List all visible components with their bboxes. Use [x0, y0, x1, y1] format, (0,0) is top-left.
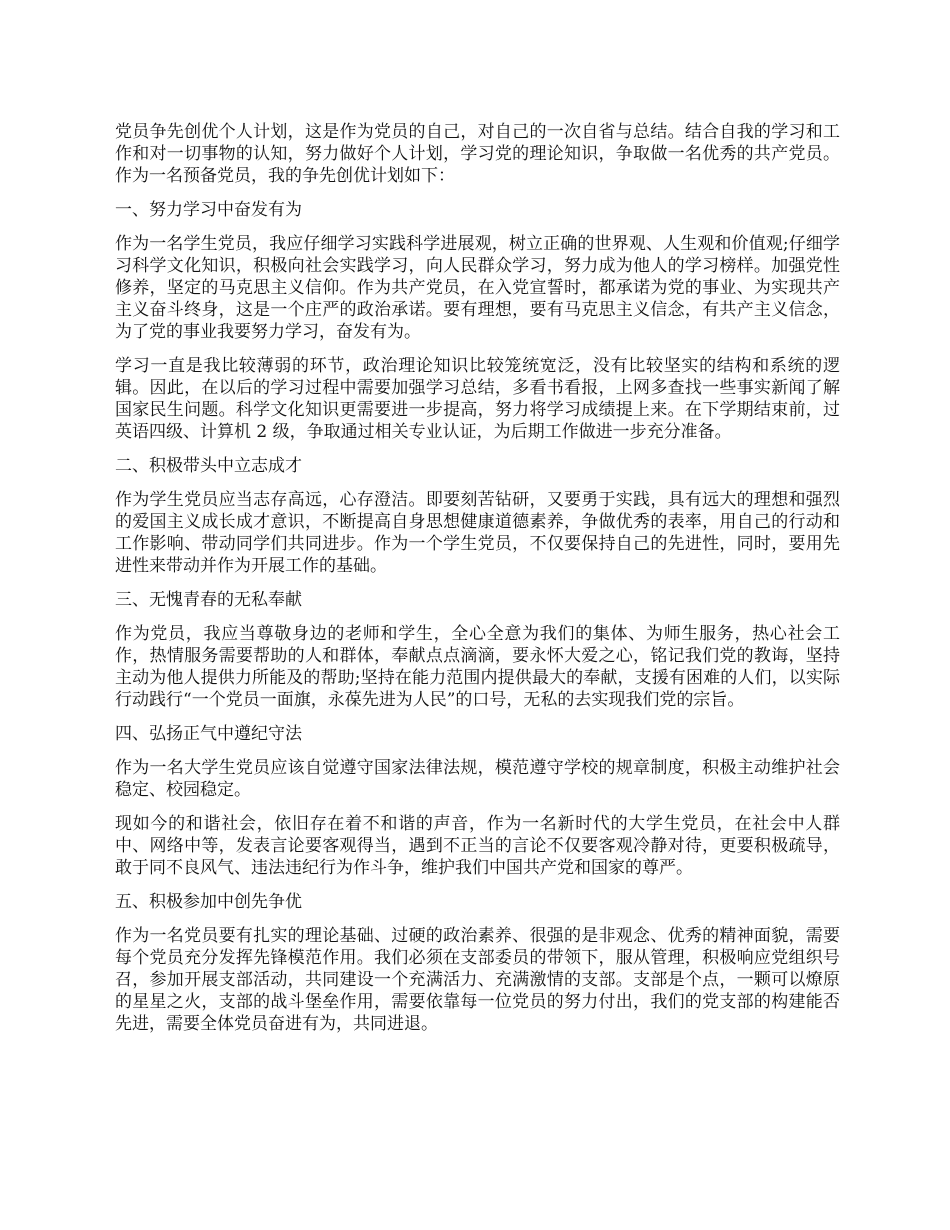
section-4-paragraph-2: 现如今的和谐社会，依旧存在着不和谐的声音，作为一名新时代的大学生党员，在社会中人群中、网络中等，发表言论要客观得当，遇到不正当的言论不仅要客观冷静对待，更要积极疏导，敢于同不良风气、违法违纪行为作斗争，维护我们中国共产党和国家的尊严。: [115, 814, 840, 878]
section-heading-4: 四、弘扬正气中遵纪守法: [115, 724, 302, 744]
section-heading-5: 五、积极参加中创先争优: [115, 892, 302, 912]
document-body: [115, 121, 840, 1047]
section-4-paragraph-1: 作为一名大学生党员应该自觉遵守国家法律法规，模范遵守学校的规章制度，积极主动维护社会稳定、校园稳定。: [115, 758, 840, 800]
section-heading-1: 一、努力学习中奋发有为: [115, 200, 302, 220]
section-1-paragraph-1: 作为一名学生党员，我应仔细学习实践科学进展观，树立正确的世界观、人生观和价值观;仔细学习科学文化知识，积极向社会实践学习，向人民群众学习，努力成为他人的学习榜样。加强党性修养，坚定的马克思主义信仰。作为共产党员，在入党宣誓时，都承诺为党的事业、为实现共产主义奋斗终身，这是一个庄严的政治承诺。要有理想，要有马克思主义信念，有共产主义信念，为了党的事业我要努力学习，奋发有为。: [115, 234, 840, 342]
section-1-paragraph-2: 学习一直是我比较薄弱的环节，政治理论知识比较笼统宽泛，没有比较坚实的结构和系统的逻辑。因此，在以后的学习过程中需要加强学习总结，多看书看报，上网多查找一些事实新闻了解国家民生问题。科学文化知识更需要进一步提高，努力将学习成绩提上来。在下学期结束前，过英语四级、计算机 2 级，争取通过相关专业认证，为后期工作做进一步充分准备。: [115, 356, 840, 442]
section-2-paragraph-1: 作为学生党员应当志存高远，心存澄洁。即要刻苦钻研，又要勇于实践，具有远大的理想和强烈的爱国主义成长成才意识，不断提高自身思想健康道德素养，争做优秀的表率，用自己的行动和工作影响、带动同学们共同进步。作为一个学生党员，不仅要保持自己的先进性，同时，要用先进性来带动并作为开展工作的基础。: [115, 490, 840, 576]
section-heading-2: 二、积极带头中立志成才: [115, 456, 302, 476]
section-3-paragraph-1: 作为党员，我应当尊敬身边的老师和学生，全心全意为我们的集体、为师生服务，热心社会工作，热情服务需要帮助的人和群体，奉献点点滴滴，要永怀大爱之心，铭记我们党的教诲，坚持主动为他人提供力所能及的帮助;坚持在能力范围内提供最大的奉献，支援有困难的人们，以实际行动践行“一个党员一面旗，永葆先进为人民”的口号，无私的去实现我们党的宗旨。: [115, 624, 840, 710]
section-heading-3: 三、无愧青春的无私奉献: [115, 590, 302, 610]
intro-paragraph: 党员争先创优个人计划，这是作为党员的自己，对自己的一次自省与总结。结合自我的学习和工作和对一切事物的认知，努力做好个人计划，学习党的理论知识，争取做一名优秀的共产党员。作为一名预备党员，我的争先创优计划如下：: [115, 122, 840, 186]
section-5-paragraph-1: 作为一名党员要有扎实的理论基础、过硬的政治素养、很强的是非观念、优秀的精神面貌，需要每个党员充分发挥先锋模范作用。我们必须在支部委员的带领下，服从管理，积极响应党组织号召，参加开展支部活动，共同建设一个充满活力、充满激情的支部。支部是个点，一颗可以燎原的星星之火，支部的战斗堡垒作用，需要依靠每一位党员的努力付出，我们的党支部的构建能否先进，需要全体党员奋进有为，共同进退。: [115, 926, 840, 1034]
